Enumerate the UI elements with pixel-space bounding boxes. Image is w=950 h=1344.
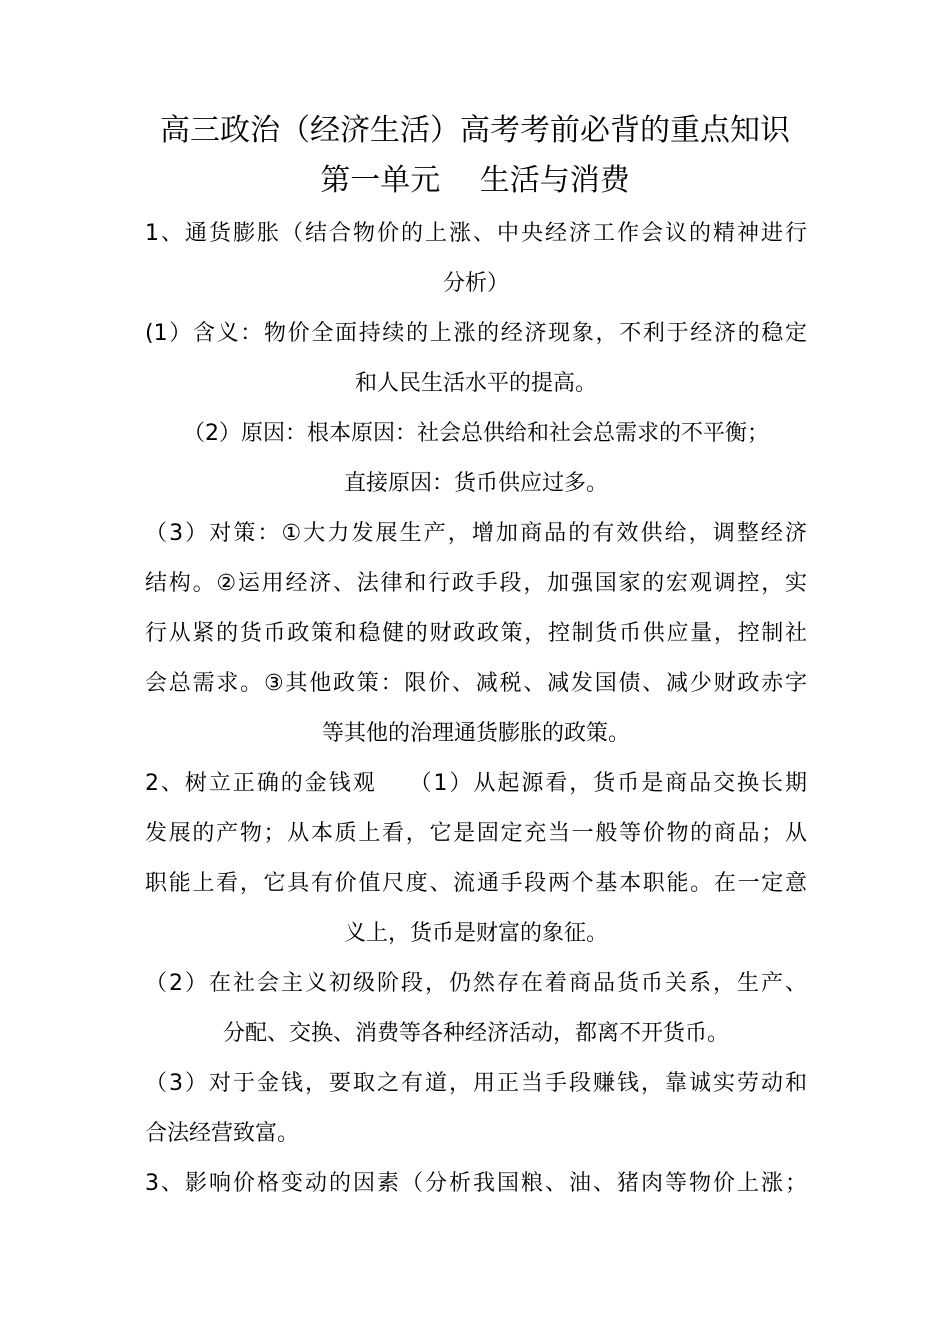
text-line: （2）在社会主义初级阶段，仍然存在着商品货币关系，生产、	[145, 971, 807, 996]
text-line: 行从紧的货币政策和稳健的财政政策，控制货币供应量，控制社	[145, 621, 807, 646]
text-line: 分配、交换、消费等各种经济活动，都离不开货币。	[222, 1021, 729, 1046]
text-line: （3）对于金钱，要取之有道，用正当手段赚钱，靠诚实劳动和	[145, 1071, 807, 1096]
text-line: 2、树立正确的金钱观 （1）从起源看，货币是商品交换长期	[145, 771, 807, 796]
text-line: 1、通货膨胀（结合物价的上涨、中央经济工作会议的精神进行	[145, 221, 807, 246]
text-line: 直接原因：货币供应过多。	[343, 471, 608, 496]
text-line: 发展的产物；从本质上看，它是固定充当一般等价物的商品；从	[145, 821, 807, 846]
text-line: (1）含义：物价全面持续的上涨的经济现象，不利于经济的稳定	[145, 321, 807, 346]
text-line: 合法经营致富。	[145, 1121, 300, 1146]
text-line: 结构。②运用经济、法律和行政手段，加强国家的宏观调控，实	[145, 571, 807, 596]
text-line: 3、影响价格变动的因素（分析我国粮、油、猪肉等物价上涨；	[145, 1171, 807, 1196]
document-title: 高三政治（经济生活）高考考前必背的重点知识	[160, 113, 790, 148]
text-line: （2）原因：根本原因：社会总供给和社会总需求的不平衡；	[183, 421, 769, 446]
unit-heading: 第一单元 生活与消费	[320, 163, 630, 198]
text-line: 职能上看，它具有价值尺度、流通手段两个基本职能。在一定意	[145, 871, 807, 896]
text-line: （3）对策：①大力发展生产，增加商品的有效供给，调整经济	[145, 521, 807, 546]
text-line: 和人民生活水平的提高。	[354, 371, 597, 396]
text-line: 义上，货币是财富的象征。	[343, 921, 608, 946]
text-line: 分析）	[442, 271, 509, 296]
text-line: 等其他的治理通货膨胀的政策。	[321, 721, 630, 746]
text-line: 会总需求。③其他政策：限价、减税、减发国债、减少财政赤字	[145, 671, 807, 696]
